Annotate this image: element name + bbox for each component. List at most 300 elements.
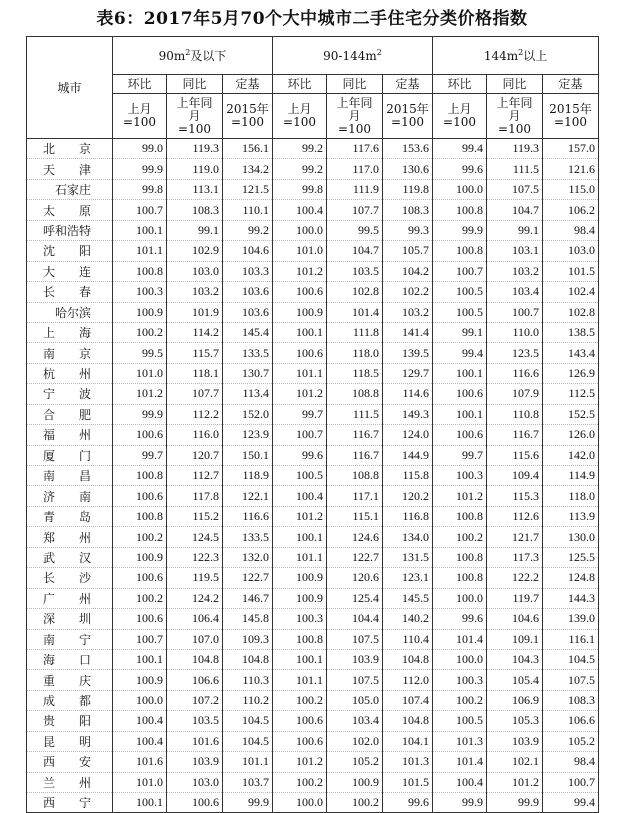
index-value: 105.2 [543, 731, 599, 751]
index-value: 116.6 [487, 363, 543, 383]
index-value: 142.0 [543, 445, 599, 465]
city-name: 长 春 [27, 282, 113, 302]
index-value: 110.3 [223, 670, 273, 690]
index-value: 109.1 [487, 629, 543, 649]
city-name: 南 京 [27, 343, 113, 363]
table-row [27, 139, 599, 159]
index-value: 99.7 [433, 445, 487, 465]
table-title: 表6：2017年5月70个大中城市二手住宅分类价格指数 [96, 9, 528, 29]
base-header-fixed-base: 2015年 =100 [543, 94, 599, 139]
base-header-mom: 上月 =100 [113, 94, 167, 139]
index-value: 121.7 [487, 527, 543, 547]
index-value: 116.6 [223, 506, 273, 526]
index-value: 100.4 [273, 486, 327, 506]
index-value: 100.0 [433, 179, 487, 199]
index-value: 120.2 [383, 486, 433, 506]
table-row [27, 486, 599, 506]
city-name: 哈尔滨 [27, 302, 113, 322]
index-value: 100.5 [433, 711, 487, 731]
base-header-yoy: 上年同 月 =100 [487, 94, 543, 139]
index-value: 117.8 [167, 486, 223, 506]
index-value: 123.1 [383, 568, 433, 588]
index-value: 99.2 [273, 139, 327, 159]
index-value: 118.9 [223, 466, 273, 486]
index-value: 100.0 [433, 588, 487, 608]
index-value: 133.5 [223, 343, 273, 363]
table-row [27, 220, 599, 240]
index-value: 103.0 [167, 772, 223, 792]
index-value: 99.6 [433, 609, 487, 629]
group-header-under-90: $90m^2$及以下 [113, 37, 273, 75]
index-value: 101.9 [167, 302, 223, 322]
index-value: 116.7 [327, 445, 383, 465]
index-value: 116.7 [487, 425, 543, 445]
index-value: 117.6 [327, 139, 383, 159]
index-value: 110.1 [223, 200, 273, 220]
table-row [27, 711, 599, 731]
index-value: 100.8 [113, 466, 167, 486]
index-value: 101.2 [273, 261, 327, 281]
table-row [27, 506, 599, 526]
index-value: 100.6 [113, 609, 167, 629]
index-value: 100.1 [273, 527, 327, 547]
city-name: 沈 阳 [27, 241, 113, 261]
table-row [27, 731, 599, 751]
index-value: 105.4 [487, 670, 543, 690]
index-value: 113.1 [167, 179, 223, 199]
index-value: 145.8 [223, 609, 273, 629]
index-value: 99.0 [113, 139, 167, 159]
table-row [27, 793, 599, 813]
index-value: 153.6 [383, 139, 433, 159]
index-value: 101.3 [433, 731, 487, 751]
index-value: 122.3 [167, 547, 223, 567]
index-value: 99.1 [487, 220, 543, 240]
index-value: 126.9 [543, 363, 599, 383]
city-column-header: 城市 [27, 37, 113, 139]
index-value: 99.4 [433, 139, 487, 159]
index-value: 144.9 [383, 445, 433, 465]
index-value: 115.7 [167, 343, 223, 363]
index-value: 100.1 [433, 404, 487, 424]
city-name: 合 肥 [27, 404, 113, 424]
base-header-yoy: 上年同 月 =100 [167, 94, 223, 139]
index-value: 99.4 [543, 793, 599, 813]
index-value: 119.0 [167, 159, 223, 179]
index-value: 119.5 [167, 568, 223, 588]
index-value: 131.5 [383, 547, 433, 567]
index-value: 100.5 [433, 282, 487, 302]
index-value: 116.0 [167, 425, 223, 445]
index-value: 110.0 [487, 322, 543, 342]
index-value: 101.1 [273, 670, 327, 690]
table-row [27, 261, 599, 281]
index-value: 114.6 [383, 384, 433, 404]
index-value: 103.9 [167, 752, 223, 772]
index-value: 99.4 [433, 343, 487, 363]
index-value: 116.1 [543, 629, 599, 649]
index-value: 100.6 [113, 425, 167, 445]
index-value: 117.3 [487, 547, 543, 567]
sub-header-fixed-base: 定基 [383, 75, 433, 94]
index-value: 100.6 [273, 343, 327, 363]
index-value: 107.7 [327, 200, 383, 220]
index-value: 115.6 [487, 445, 543, 465]
table-row [27, 241, 599, 261]
index-value: 106.6 [167, 670, 223, 690]
index-value: 101.1 [223, 752, 273, 772]
index-value: 100.9 [273, 588, 327, 608]
index-value: 104.8 [383, 649, 433, 669]
city-name: 宁 波 [27, 384, 113, 404]
index-value: 152.5 [543, 404, 599, 424]
index-value: 108.3 [383, 200, 433, 220]
index-value: 106.2 [543, 200, 599, 220]
index-value: 100.9 [113, 302, 167, 322]
index-value: 107.5 [487, 179, 543, 199]
index-value: 100.2 [273, 772, 327, 792]
index-value: 107.4 [383, 690, 433, 710]
index-value: 100.9 [113, 670, 167, 690]
index-value: 104.6 [487, 609, 543, 629]
index-value: 107.5 [543, 670, 599, 690]
index-value: 107.5 [327, 629, 383, 649]
index-value: 103.1 [487, 241, 543, 261]
table-body [27, 139, 599, 813]
index-value: 117.1 [327, 486, 383, 506]
base-header-fixed-base: 2015年 =100 [383, 94, 433, 139]
city-name: 西 安 [27, 752, 113, 772]
index-value: 104.8 [167, 649, 223, 669]
index-value: 101.1 [273, 363, 327, 383]
city-name: 呼和浩特 [27, 220, 113, 240]
index-value: 100.8 [433, 568, 487, 588]
city-name: 贵 阳 [27, 711, 113, 731]
index-value: 100.8 [433, 506, 487, 526]
index-value: 99.5 [113, 343, 167, 363]
city-name: 成 都 [27, 690, 113, 710]
index-value: 99.1 [167, 220, 223, 240]
index-value: 106.6 [543, 711, 599, 731]
index-value: 112.0 [383, 670, 433, 690]
index-value: 100.9 [113, 547, 167, 567]
city-name: 广 州 [27, 588, 113, 608]
index-value: 146.7 [223, 588, 273, 608]
index-value: 104.6 [223, 241, 273, 261]
index-value: 103.2 [167, 282, 223, 302]
table-row [27, 466, 599, 486]
index-value: 100.1 [113, 220, 167, 240]
city-name: 上 海 [27, 322, 113, 342]
index-value: 100.5 [273, 466, 327, 486]
index-value: 101.0 [113, 772, 167, 792]
table-row [27, 772, 599, 792]
sub-header-fixed-base: 定基 [543, 75, 599, 94]
index-value: 122.7 [327, 547, 383, 567]
city-name: 青 岛 [27, 506, 113, 526]
index-value: 101.0 [113, 363, 167, 383]
index-value: 118.5 [327, 363, 383, 383]
index-value: 100.1 [113, 793, 167, 813]
index-value: 140.2 [383, 609, 433, 629]
city-name: 大 连 [27, 261, 113, 281]
index-value: 138.5 [543, 322, 599, 342]
index-value: 107.9 [487, 384, 543, 404]
city-name: 济 南 [27, 486, 113, 506]
index-value: 101.0 [273, 241, 327, 261]
index-value: 100.0 [273, 220, 327, 240]
index-value: 99.8 [273, 179, 327, 199]
index-value: 100.5 [433, 302, 487, 322]
index-value: 141.4 [383, 322, 433, 342]
table-row [27, 404, 599, 424]
index-value: 100.1 [113, 649, 167, 669]
index-value: 100.6 [113, 486, 167, 506]
index-value: 102.4 [543, 282, 599, 302]
index-value: 111.5 [327, 404, 383, 424]
index-value: 121.6 [543, 159, 599, 179]
index-value: 100.7 [113, 629, 167, 649]
index-value: 133.5 [223, 527, 273, 547]
index-value: 99.1 [433, 322, 487, 342]
index-value: 145.4 [223, 322, 273, 342]
index-value: 103.0 [167, 261, 223, 281]
table-row [27, 445, 599, 465]
city-name: 南 昌 [27, 466, 113, 486]
index-value: 99.9 [433, 220, 487, 240]
index-value: 120.6 [327, 568, 383, 588]
index-value: 100.3 [433, 466, 487, 486]
city-name: 深 圳 [27, 609, 113, 629]
group-header-90-144: $90-144m^2$ [273, 37, 433, 75]
index-value: 99.7 [273, 404, 327, 424]
index-value: 108.3 [543, 690, 599, 710]
index-value: 103.6 [223, 302, 273, 322]
index-value: 107.5 [327, 670, 383, 690]
index-value: 130.6 [383, 159, 433, 179]
index-value: 101.2 [273, 752, 327, 772]
sub-header-mom: 环比 [273, 75, 327, 94]
index-value: 115.3 [487, 486, 543, 506]
index-value: 115.8 [383, 466, 433, 486]
index-value: 124.5 [167, 527, 223, 547]
index-value: 103.6 [223, 282, 273, 302]
city-name: 杭 州 [27, 363, 113, 383]
index-value: 119.3 [167, 139, 223, 159]
index-value: 100.7 [487, 302, 543, 322]
index-value: 104.3 [487, 649, 543, 669]
index-value: 100.2 [273, 690, 327, 710]
index-value: 99.6 [433, 159, 487, 179]
index-value: 104.1 [383, 731, 433, 751]
index-value: 102.9 [167, 241, 223, 261]
table-row [27, 527, 599, 547]
index-value: 124.2 [167, 588, 223, 608]
index-value: 99.9 [113, 159, 167, 179]
price-index-table [26, 36, 599, 813]
table-row [27, 343, 599, 363]
city-name: 西 宁 [27, 793, 113, 813]
index-value: 100.2 [113, 322, 167, 342]
table-row [27, 179, 599, 199]
index-value: 134.2 [223, 159, 273, 179]
index-value: 100.2 [433, 690, 487, 710]
index-value: 113.4 [223, 384, 273, 404]
index-value: 103.0 [543, 241, 599, 261]
index-value: 102.1 [487, 752, 543, 772]
index-value: 152.0 [223, 404, 273, 424]
table-row [27, 282, 599, 302]
table-row [27, 670, 599, 690]
index-value: 103.4 [487, 282, 543, 302]
index-value: 100.8 [273, 629, 327, 649]
index-value: 139.5 [383, 343, 433, 363]
index-value: 100.7 [543, 772, 599, 792]
index-value: 101.3 [383, 752, 433, 772]
index-value: 112.6 [487, 506, 543, 526]
index-value: 102.8 [543, 302, 599, 322]
table-row [27, 629, 599, 649]
index-value: 103.5 [327, 261, 383, 281]
index-value: 107.0 [167, 629, 223, 649]
city-name: 郑 州 [27, 527, 113, 547]
index-value: 103.7 [223, 772, 273, 792]
table-row [27, 425, 599, 445]
base-header-mom: 上月 =100 [273, 94, 327, 139]
index-value: 103.2 [383, 302, 433, 322]
index-value: 119.7 [487, 588, 543, 608]
index-value: 125.4 [327, 588, 383, 608]
index-value: 100.3 [113, 282, 167, 302]
index-value: 100.4 [273, 200, 327, 220]
index-value: 156.1 [223, 139, 273, 159]
index-value: 123.5 [487, 343, 543, 363]
index-value: 150.1 [223, 445, 273, 465]
index-value: 125.5 [543, 547, 599, 567]
index-value: 108.8 [327, 466, 383, 486]
city-name: 厦 门 [27, 445, 113, 465]
table-row [27, 547, 599, 567]
index-value: 111.5 [487, 159, 543, 179]
index-value: 149.3 [383, 404, 433, 424]
index-value: 139.0 [543, 609, 599, 629]
index-value: 100.8 [113, 506, 167, 526]
index-value: 100.6 [273, 282, 327, 302]
index-value: 100.7 [113, 200, 167, 220]
index-value: 104.4 [327, 609, 383, 629]
index-value: 157.0 [543, 139, 599, 159]
index-value: 101.5 [383, 772, 433, 792]
index-value: 100.4 [433, 772, 487, 792]
index-value: 101.6 [167, 731, 223, 751]
table-row [27, 690, 599, 710]
index-value: 104.5 [223, 731, 273, 751]
index-value: 98.4 [543, 752, 599, 772]
index-value: 101.1 [273, 547, 327, 567]
city-name: 武 汉 [27, 547, 113, 567]
index-value: 99.9 [223, 793, 273, 813]
index-value: 99.2 [273, 159, 327, 179]
city-name: 南 宁 [27, 629, 113, 649]
table-row [27, 588, 599, 608]
table-row [27, 609, 599, 629]
sub-header-yoy: 同比 [487, 75, 543, 94]
index-value: 108.3 [167, 200, 223, 220]
base-header-mom: 上月 =100 [433, 94, 487, 139]
index-value: 101.1 [113, 241, 167, 261]
table-header [27, 37, 599, 139]
index-value: 101.2 [273, 506, 327, 526]
index-value: 100.6 [433, 425, 487, 445]
index-value: 105.3 [487, 711, 543, 731]
city-name: 兰 州 [27, 772, 113, 792]
index-value: 110.4 [383, 629, 433, 649]
index-value: 100.8 [113, 261, 167, 281]
index-value: 100.3 [273, 609, 327, 629]
index-value: 115.0 [543, 179, 599, 199]
sub-header-row [27, 75, 599, 94]
index-value: 101.4 [433, 752, 487, 772]
index-value: 124.8 [543, 568, 599, 588]
index-value: 103.2 [487, 261, 543, 281]
index-value: 105.7 [383, 241, 433, 261]
index-value: 99.8 [113, 179, 167, 199]
index-value: 130.0 [543, 527, 599, 547]
index-value: 112.5 [543, 384, 599, 404]
index-value: 117.0 [327, 159, 383, 179]
index-value: 132.0 [223, 547, 273, 567]
index-value: 122.2 [487, 568, 543, 588]
base-header-yoy: 上年同 月 =100 [327, 94, 383, 139]
index-value: 100.9 [273, 302, 327, 322]
index-value: 119.8 [383, 179, 433, 199]
index-value: 109.3 [223, 629, 273, 649]
index-value: 118.0 [327, 343, 383, 363]
city-name: 太 原 [27, 200, 113, 220]
index-value: 104.5 [223, 711, 273, 731]
index-value: 124.0 [383, 425, 433, 445]
index-value: 104.2 [383, 261, 433, 281]
index-value: 100.1 [433, 363, 487, 383]
index-value: 102.2 [383, 282, 433, 302]
index-value: 99.9 [433, 793, 487, 813]
index-value: 101.2 [113, 384, 167, 404]
index-value: 110.2 [223, 690, 273, 710]
index-value: 103.9 [327, 649, 383, 669]
index-value: 116.8 [383, 506, 433, 526]
index-value: 99.9 [113, 404, 167, 424]
index-value: 110.8 [487, 404, 543, 424]
index-value: 100.0 [273, 793, 327, 813]
index-value: 106.4 [167, 609, 223, 629]
table-row [27, 302, 599, 322]
index-value: 100.7 [273, 425, 327, 445]
index-value: 100.6 [167, 793, 223, 813]
index-value: 111.8 [327, 322, 383, 342]
index-value: 100.2 [113, 588, 167, 608]
index-value: 100.4 [113, 731, 167, 751]
index-value: 119.3 [487, 139, 543, 159]
index-value: 115.2 [167, 506, 223, 526]
index-value: 100.8 [433, 547, 487, 567]
index-value: 100.2 [433, 527, 487, 547]
index-value: 99.9 [487, 793, 543, 813]
table-row [27, 322, 599, 342]
index-value: 100.2 [113, 527, 167, 547]
index-value: 103.4 [327, 711, 383, 731]
base-header-row [27, 94, 599, 139]
index-value: 129.7 [383, 363, 433, 383]
